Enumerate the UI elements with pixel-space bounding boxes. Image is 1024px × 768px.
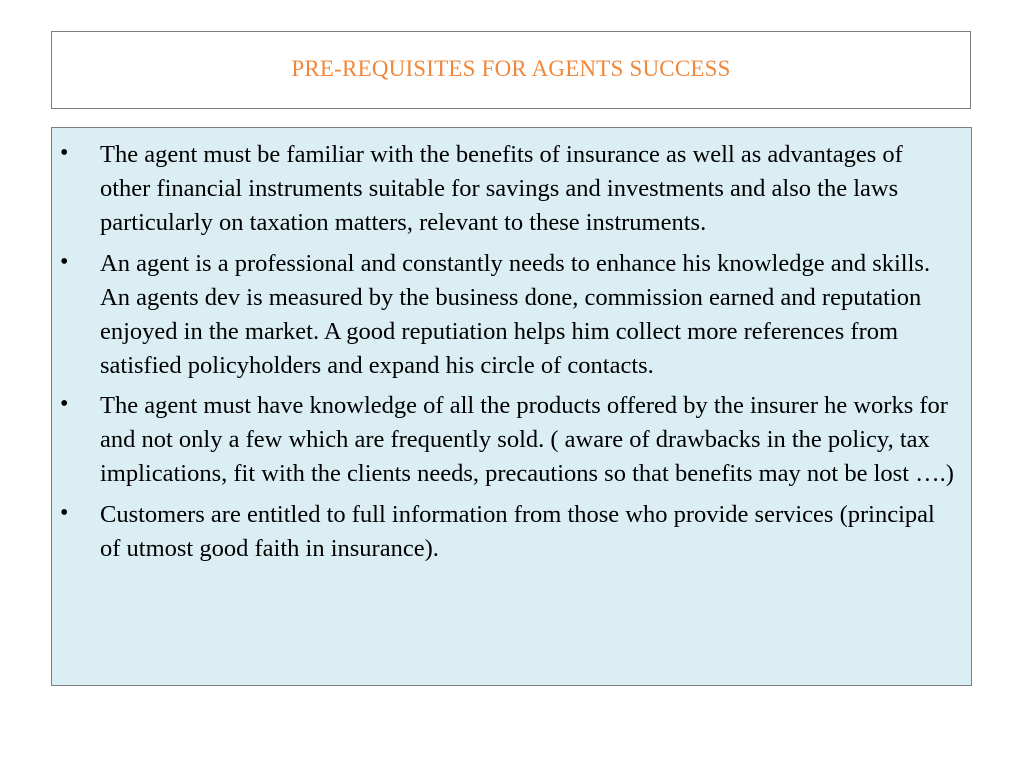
bullet-text: An agent is a professional and constantly needs to enhance his knowledge and skills. An agents dev is measured by the business done, commission earned and reputation enjoyed in the market. A good reputiation helps him collect more references from satisfied policyholders and expand his circle of contacts. (100, 249, 931, 379)
bullet-text: The agent must have knowledge of all the products offered by the insurer he works for and not only a few which are frequently sold. ( aware of drawbacks in the policy, tax implications, fit with the clients needs, precautions so that benefits may not be lost ….) (100, 392, 954, 487)
bullet-text: Customers are entitled to full information from those who provide services (principal of utmost good faith in insurance). (100, 500, 935, 562)
bullet-item-product-knowledge (52, 389, 971, 491)
bullet-item-professional (52, 247, 971, 383)
bullet-item-customer-information (52, 498, 971, 566)
bullet-icon: • (60, 248, 69, 275)
bullet-text: The agent must be familiar with the benefits of insurance as well as advantages of other financial instruments suitable for savings and investments and also the laws particularly on taxation matters, relevant to these instruments. (100, 141, 903, 236)
bullet-item-familiarity (52, 138, 971, 240)
bullet-icon: • (60, 140, 69, 166)
slide-title-box (51, 31, 971, 109)
bullet-list (52, 138, 971, 572)
slide-title: PRE-REQUISITES FOR AGENTS SUCCESS (291, 56, 731, 81)
bullet-icon: • (60, 391, 69, 417)
slide-content-box (51, 127, 972, 686)
bullet-icon: • (60, 499, 69, 526)
